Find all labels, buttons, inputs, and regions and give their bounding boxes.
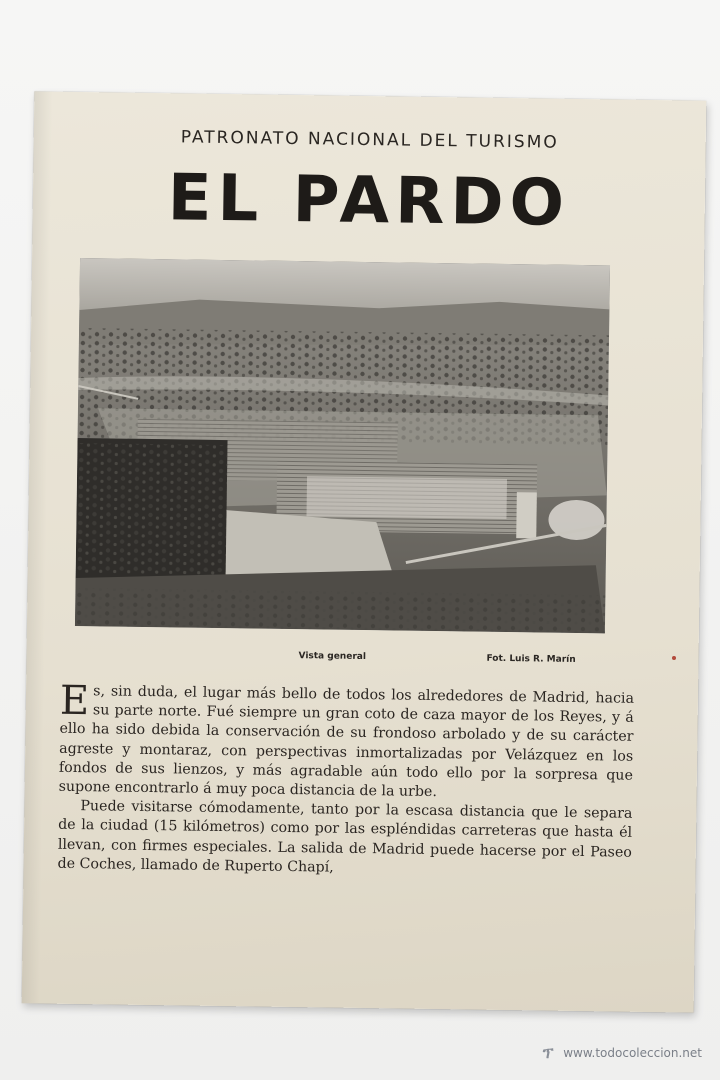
ink-spot (672, 656, 676, 660)
paragraph-1 (58, 677, 635, 805)
paragraph-2: Puede visitarse cómodamente, tanto por la escasa distancia que le separa de la ciudad (15 kilómetros) como por las espléndidas carreteras que hasta él llevan, con firmes especiales. La salida de Madrid puede hacerse por el Paseo de Coches, llamado de Ruperto Chapí, (57, 798, 633, 876)
watermark-text: www.todocoleccion.net (563, 1046, 702, 1060)
drop-cap: E (59, 677, 90, 725)
aerial-photo-illustration (75, 258, 610, 633)
brochure-page (22, 91, 707, 1012)
publisher-header: PATRONATO NACIONAL DEL TURISMO (180, 127, 559, 153)
photo-credit: Fot. Luis R. Marín (486, 653, 576, 665)
page-title: EL PARDO (167, 161, 571, 241)
site-watermark (539, 1044, 702, 1062)
todocoleccion-logo-icon: ፕ (542, 1044, 554, 1062)
aerial-photo (75, 258, 610, 633)
photo-caption: Vista general (298, 651, 367, 663)
body-text (57, 677, 635, 882)
paragraph-1-text: s, sin duda, el lugar más bello de todos los alrededores de Madrid, hacia su parte norte. Fué siempre un gran coto de caza mayor de los Reyes, y á ello ha sido debida la conservación de su frondoso arbolado y de su carácter agreste y montaraz, con perspectivas inmortalizadas por Velázquez en los fondos de sus lienzos, y más agradable aún todo ello por la sorpresa que supone encontrarlo á muy poca distancia de la urbe. (58, 683, 635, 801)
